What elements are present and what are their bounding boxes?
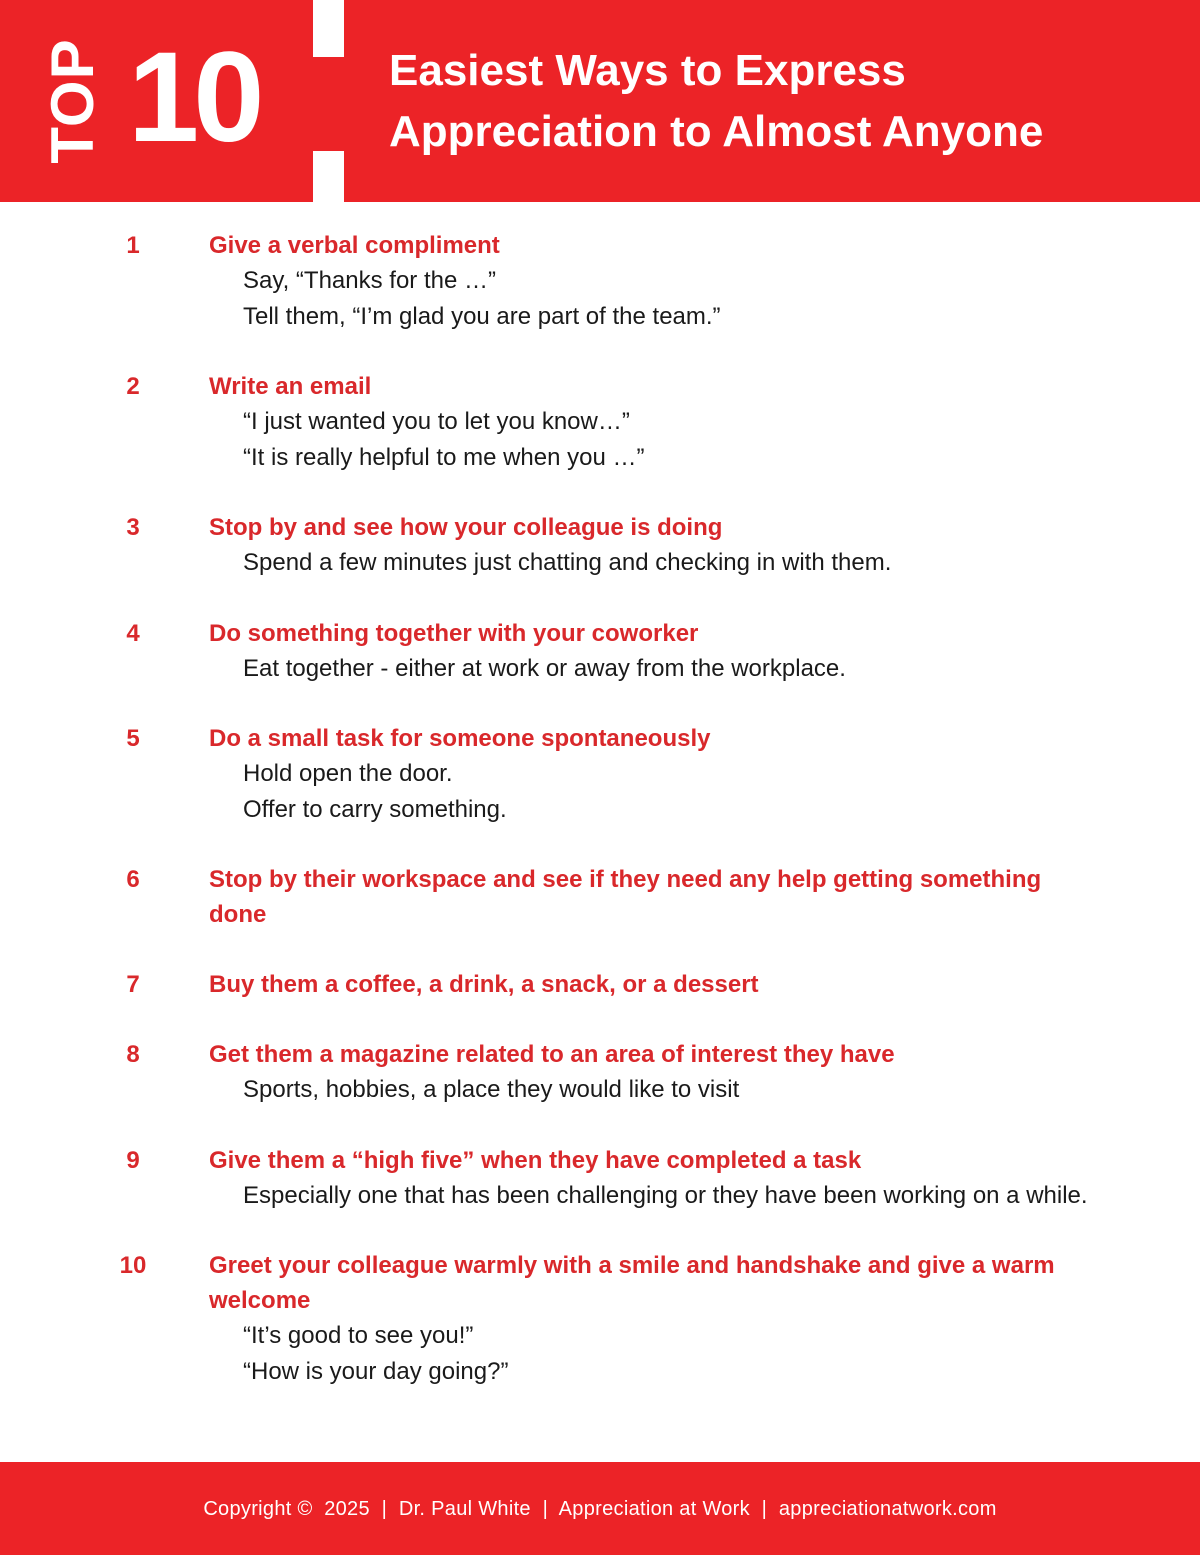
list-item <box>0 862 1200 932</box>
item-detail: Sports, hobbies, a place they would like to visit <box>243 1076 740 1103</box>
item-detail: “How is your day going?” <box>243 1357 509 1385</box>
item-detail: Tell them, “I’m glad you are part of the team.” <box>243 302 721 330</box>
footer-copyright: Copyright © 2025 | Dr. Paul White | Appreciation at Work | appreciationatwork.com <box>203 1498 997 1520</box>
page-title <box>389 40 1179 162</box>
item-detail: “I just wanted you to let you know…” <box>243 408 630 435</box>
item-number: 10 <box>119 1252 147 1279</box>
item-body <box>209 510 1099 581</box>
item-number: 7 <box>126 971 140 998</box>
list-item <box>0 1248 1200 1389</box>
item-title: Do a small task for someone spontaneously <box>209 725 711 752</box>
header-divider-bottom <box>313 151 344 202</box>
item-number: 3 <box>126 514 140 541</box>
item-title: Give them a “high five” when they have completed a task <box>209 1146 862 1174</box>
top-badge-number: 10 <box>128 26 259 169</box>
item-body <box>209 967 1099 1002</box>
list-item <box>0 1037 1200 1108</box>
item-body <box>209 228 1099 334</box>
item-detail: “It is really helpful to me when you …” <box>243 443 645 471</box>
page-title-line-1: Easiest Ways to Express <box>389 46 906 95</box>
item-detail: Eat together - either at work or away from the workplace. <box>243 654 846 682</box>
item-title: Do something together with your coworker <box>209 619 699 647</box>
item-title: Write an email <box>209 373 372 400</box>
page-title-line-2: Appreciation to Almost Anyone <box>389 107 1044 156</box>
item-number: 2 <box>126 373 140 400</box>
item-body <box>209 721 1099 827</box>
list-item <box>0 228 1200 334</box>
item-body <box>209 616 1099 687</box>
item-number: 6 <box>126 866 140 893</box>
top-badge-label <box>39 28 106 174</box>
item-body <box>209 1143 1099 1214</box>
item-title: Greet your colleague warmly with a smile and handshake and give a warm welcome <box>209 1252 1055 1314</box>
item-detail: Hold open the door. <box>243 760 453 787</box>
item-number: 1 <box>126 232 140 259</box>
tips-list <box>0 228 1200 1424</box>
header-banner <box>0 0 1200 202</box>
top-badge-text: TOP <box>39 38 106 164</box>
list-item <box>0 616 1200 687</box>
item-detail: “It’s good to see you!” <box>243 1322 474 1349</box>
header-divider-top <box>313 0 344 57</box>
item-body <box>209 862 1099 932</box>
item-title: Give a verbal compliment <box>209 232 500 259</box>
item-number: 9 <box>126 1146 140 1174</box>
list-item <box>0 1143 1200 1214</box>
item-number: 5 <box>126 725 140 752</box>
list-item <box>0 510 1200 581</box>
item-body <box>209 369 1099 475</box>
list-item <box>0 721 1200 827</box>
list-item <box>0 967 1200 1002</box>
item-title: Stop by and see how your colleague is doing <box>209 514 723 541</box>
item-detail: Say, “Thanks for the …” <box>243 267 496 294</box>
item-detail: Spend a few minutes just chatting and checking in with them. <box>243 549 892 576</box>
item-title: Get them a magazine related to an area of interest they have <box>209 1041 895 1068</box>
item-number: 4 <box>126 619 140 647</box>
item-title: Stop by their workspace and see if they need any help getting something done <box>209 866 1042 928</box>
item-title: Buy them a coffee, a drink, a snack, or a dessert <box>209 971 759 998</box>
list-item <box>0 369 1200 475</box>
footer-banner <box>0 1462 1200 1555</box>
item-body <box>209 1037 1099 1108</box>
item-body <box>209 1248 1099 1389</box>
item-detail: Especially one that has been challenging or they have been working on a while. <box>243 1181 1088 1209</box>
item-number: 8 <box>126 1041 140 1068</box>
item-detail: Offer to carry something. <box>243 795 507 823</box>
